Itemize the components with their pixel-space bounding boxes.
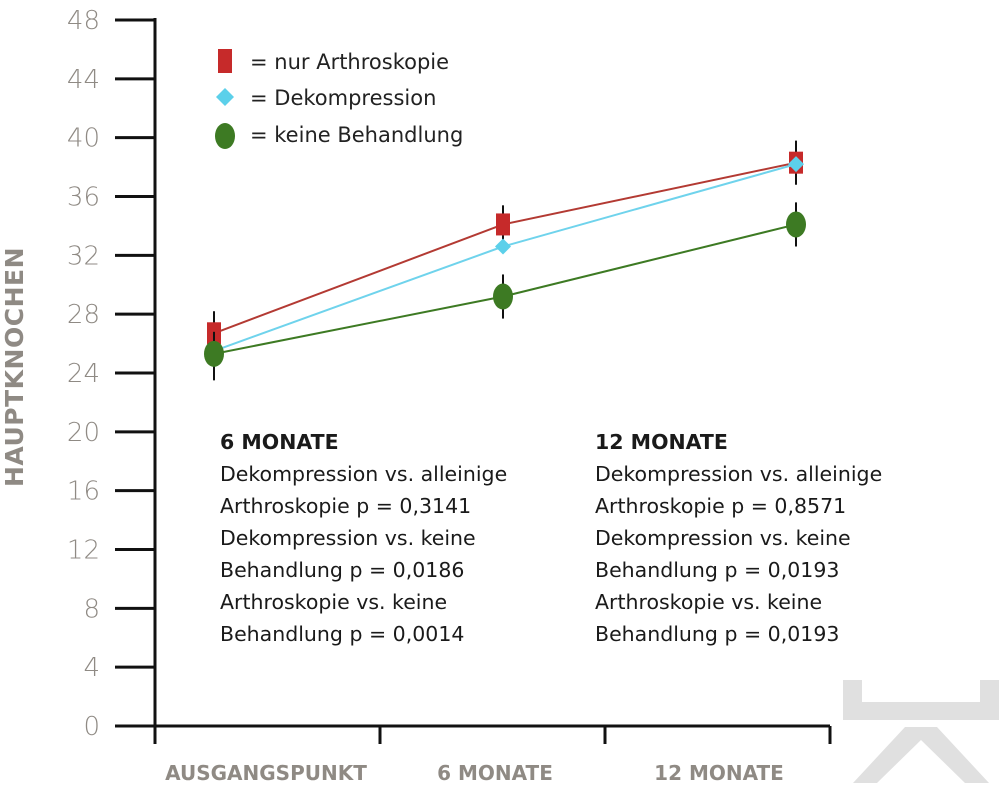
annotation-line: Behandlung p = 0,0193 xyxy=(595,622,840,646)
annotation-line: Dekompression vs. keine xyxy=(595,526,851,550)
x-tick-label: AUSGANGSPUNKT xyxy=(165,761,367,785)
y-tick-label: 48 xyxy=(66,6,100,36)
annotation-line: Behandlung p = 0,0014 xyxy=(220,622,465,646)
y-tick-label: 28 xyxy=(66,300,100,331)
legend-label: = nur Arthroskopie xyxy=(250,50,450,74)
y-tick-label: 8 xyxy=(83,594,100,625)
annotation-line: Arthroskopie vs. keine xyxy=(220,590,448,614)
annotation-line: Arthroskopie p = 0,3141 xyxy=(220,494,472,518)
y-tick-label: 12 xyxy=(66,535,100,566)
data-point xyxy=(493,284,513,310)
legend-label: = Dekompression xyxy=(250,86,437,110)
x-tick-label: 12 MONATE xyxy=(654,761,784,785)
legend-square-icon xyxy=(218,49,232,73)
logo-mark-icon xyxy=(853,727,989,783)
y-tick-label: 36 xyxy=(66,182,100,213)
annotation-title: 12 MONATE xyxy=(595,430,728,454)
annotation-title: 6 MONATE xyxy=(220,430,339,454)
annotation-line: Dekompression vs. alleinige xyxy=(220,462,508,486)
y-tick-label: 16 xyxy=(66,476,100,507)
legend xyxy=(215,49,463,149)
data-point xyxy=(496,213,510,235)
annotation-line: Dekompression vs. keine xyxy=(220,526,476,550)
y-tick-label: 32 xyxy=(66,241,100,272)
annotation-12-monate xyxy=(595,426,882,650)
y-tick-label: 24 xyxy=(66,359,100,389)
annotation-line: Arthroskopie p = 0,8571 xyxy=(595,494,847,518)
legend-label: = keine Behandlung xyxy=(250,123,464,147)
annotation-line: Behandlung p = 0,0193 xyxy=(595,558,840,582)
y-axis-label: HAUPTKNOCHEN xyxy=(0,247,29,487)
logo-watermark-icon xyxy=(843,680,999,783)
y-tick-label: 4 xyxy=(83,653,100,684)
y-tick-label: 20 xyxy=(66,417,100,448)
data-point xyxy=(786,211,806,237)
y-tick-label: 40 xyxy=(66,123,100,154)
y-tick-label: 0 xyxy=(83,712,100,742)
series-group xyxy=(204,141,806,381)
legend-diamond-icon xyxy=(216,88,234,106)
series-diamond xyxy=(206,156,804,361)
x-axis-ticks xyxy=(165,761,784,785)
y-tick-label: 44 xyxy=(66,64,100,95)
annotation-6-monate xyxy=(220,426,507,650)
y-axis-ticks xyxy=(67,6,155,742)
legend-circle-icon xyxy=(215,123,235,149)
data-point xyxy=(495,239,511,255)
logo-mark-icon xyxy=(843,680,999,720)
annotation-line: Behandlung p = 0,0186 xyxy=(220,558,465,582)
x-tick-label: 6 MONATE xyxy=(437,761,553,785)
data-point xyxy=(204,341,224,367)
annotation-line: Arthroskopie vs. keine xyxy=(595,590,823,614)
annotation-line: Dekompression vs. alleinige xyxy=(595,462,883,486)
series-line xyxy=(214,164,796,351)
